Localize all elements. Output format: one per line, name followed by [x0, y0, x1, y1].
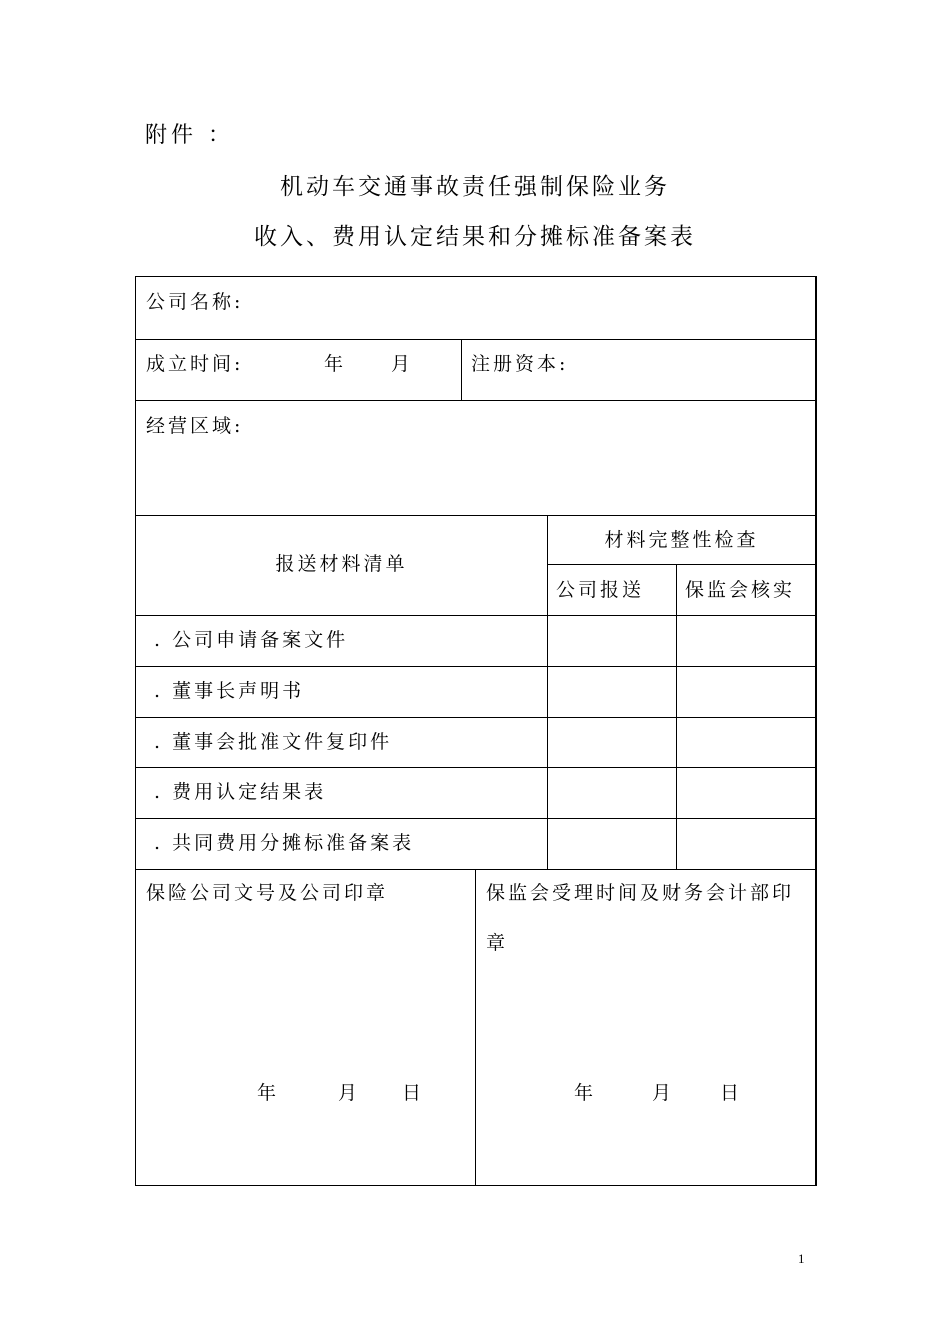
- regulator-seal-month: 月: [652, 1082, 675, 1104]
- regulator-seal-label: 保监会受理时间及财务会计部印: [486, 882, 795, 904]
- company-seal-day: 日: [402, 1082, 425, 1104]
- attachment-label: 附件 ：: [145, 123, 234, 148]
- document-title-line-2: 收入、费用认定结果和分摊标准备案表: [254, 224, 696, 250]
- material-item: . 公司申请备案文件: [154, 629, 349, 651]
- company-seal-label: 保险公司文号及公司印章: [146, 882, 389, 904]
- row-divider: [136, 767, 816, 768]
- year-label: 年: [324, 353, 347, 375]
- row-divider: [136, 339, 816, 340]
- registered-capital-label: 注册资本:: [471, 353, 569, 375]
- row-divider: [547, 564, 816, 565]
- material-item: . 共同费用分摊标准备案表: [154, 832, 415, 854]
- business-area-label: 经营区域:: [146, 415, 244, 437]
- filing-form-table: [135, 276, 817, 1186]
- column-divider: [475, 869, 476, 1185]
- company-seal-month: 月: [338, 1082, 361, 1104]
- row-divider: [136, 515, 816, 516]
- materials-list-header: 报送材料清单: [275, 553, 408, 575]
- column-divider: [461, 339, 462, 400]
- company-name-label: 公司名称:: [146, 291, 244, 313]
- regulator-seal-year: 年: [574, 1082, 597, 1104]
- completeness-check-header: 材料完整性检查: [604, 529, 759, 551]
- regulator-seal-day: 日: [720, 1082, 743, 1104]
- row-divider: [136, 400, 816, 401]
- page-number: 1: [798, 1251, 805, 1266]
- row-divider: [136, 615, 816, 616]
- row-divider: [136, 666, 816, 667]
- regulator-seal-label-continued: 章: [486, 932, 509, 954]
- company-submit-header: 公司报送: [556, 579, 645, 601]
- material-item: . 董事长声明书: [154, 680, 305, 702]
- row-divider: [136, 869, 816, 870]
- document-title-line-1: 机动车交通事故责任强制保险业务: [280, 174, 670, 200]
- row-divider: [136, 818, 816, 819]
- column-divider: [547, 515, 548, 869]
- month-label: 月: [391, 353, 414, 375]
- material-item: . 董事会批准文件复印件: [154, 731, 393, 753]
- regulator-verify-header: 保监会核实: [685, 579, 796, 601]
- material-item: . 费用认定结果表: [154, 781, 327, 803]
- company-seal-year: 年: [257, 1082, 280, 1104]
- row-divider: [136, 717, 816, 718]
- established-time-label: 成立时间:: [146, 353, 244, 375]
- column-divider: [676, 564, 677, 869]
